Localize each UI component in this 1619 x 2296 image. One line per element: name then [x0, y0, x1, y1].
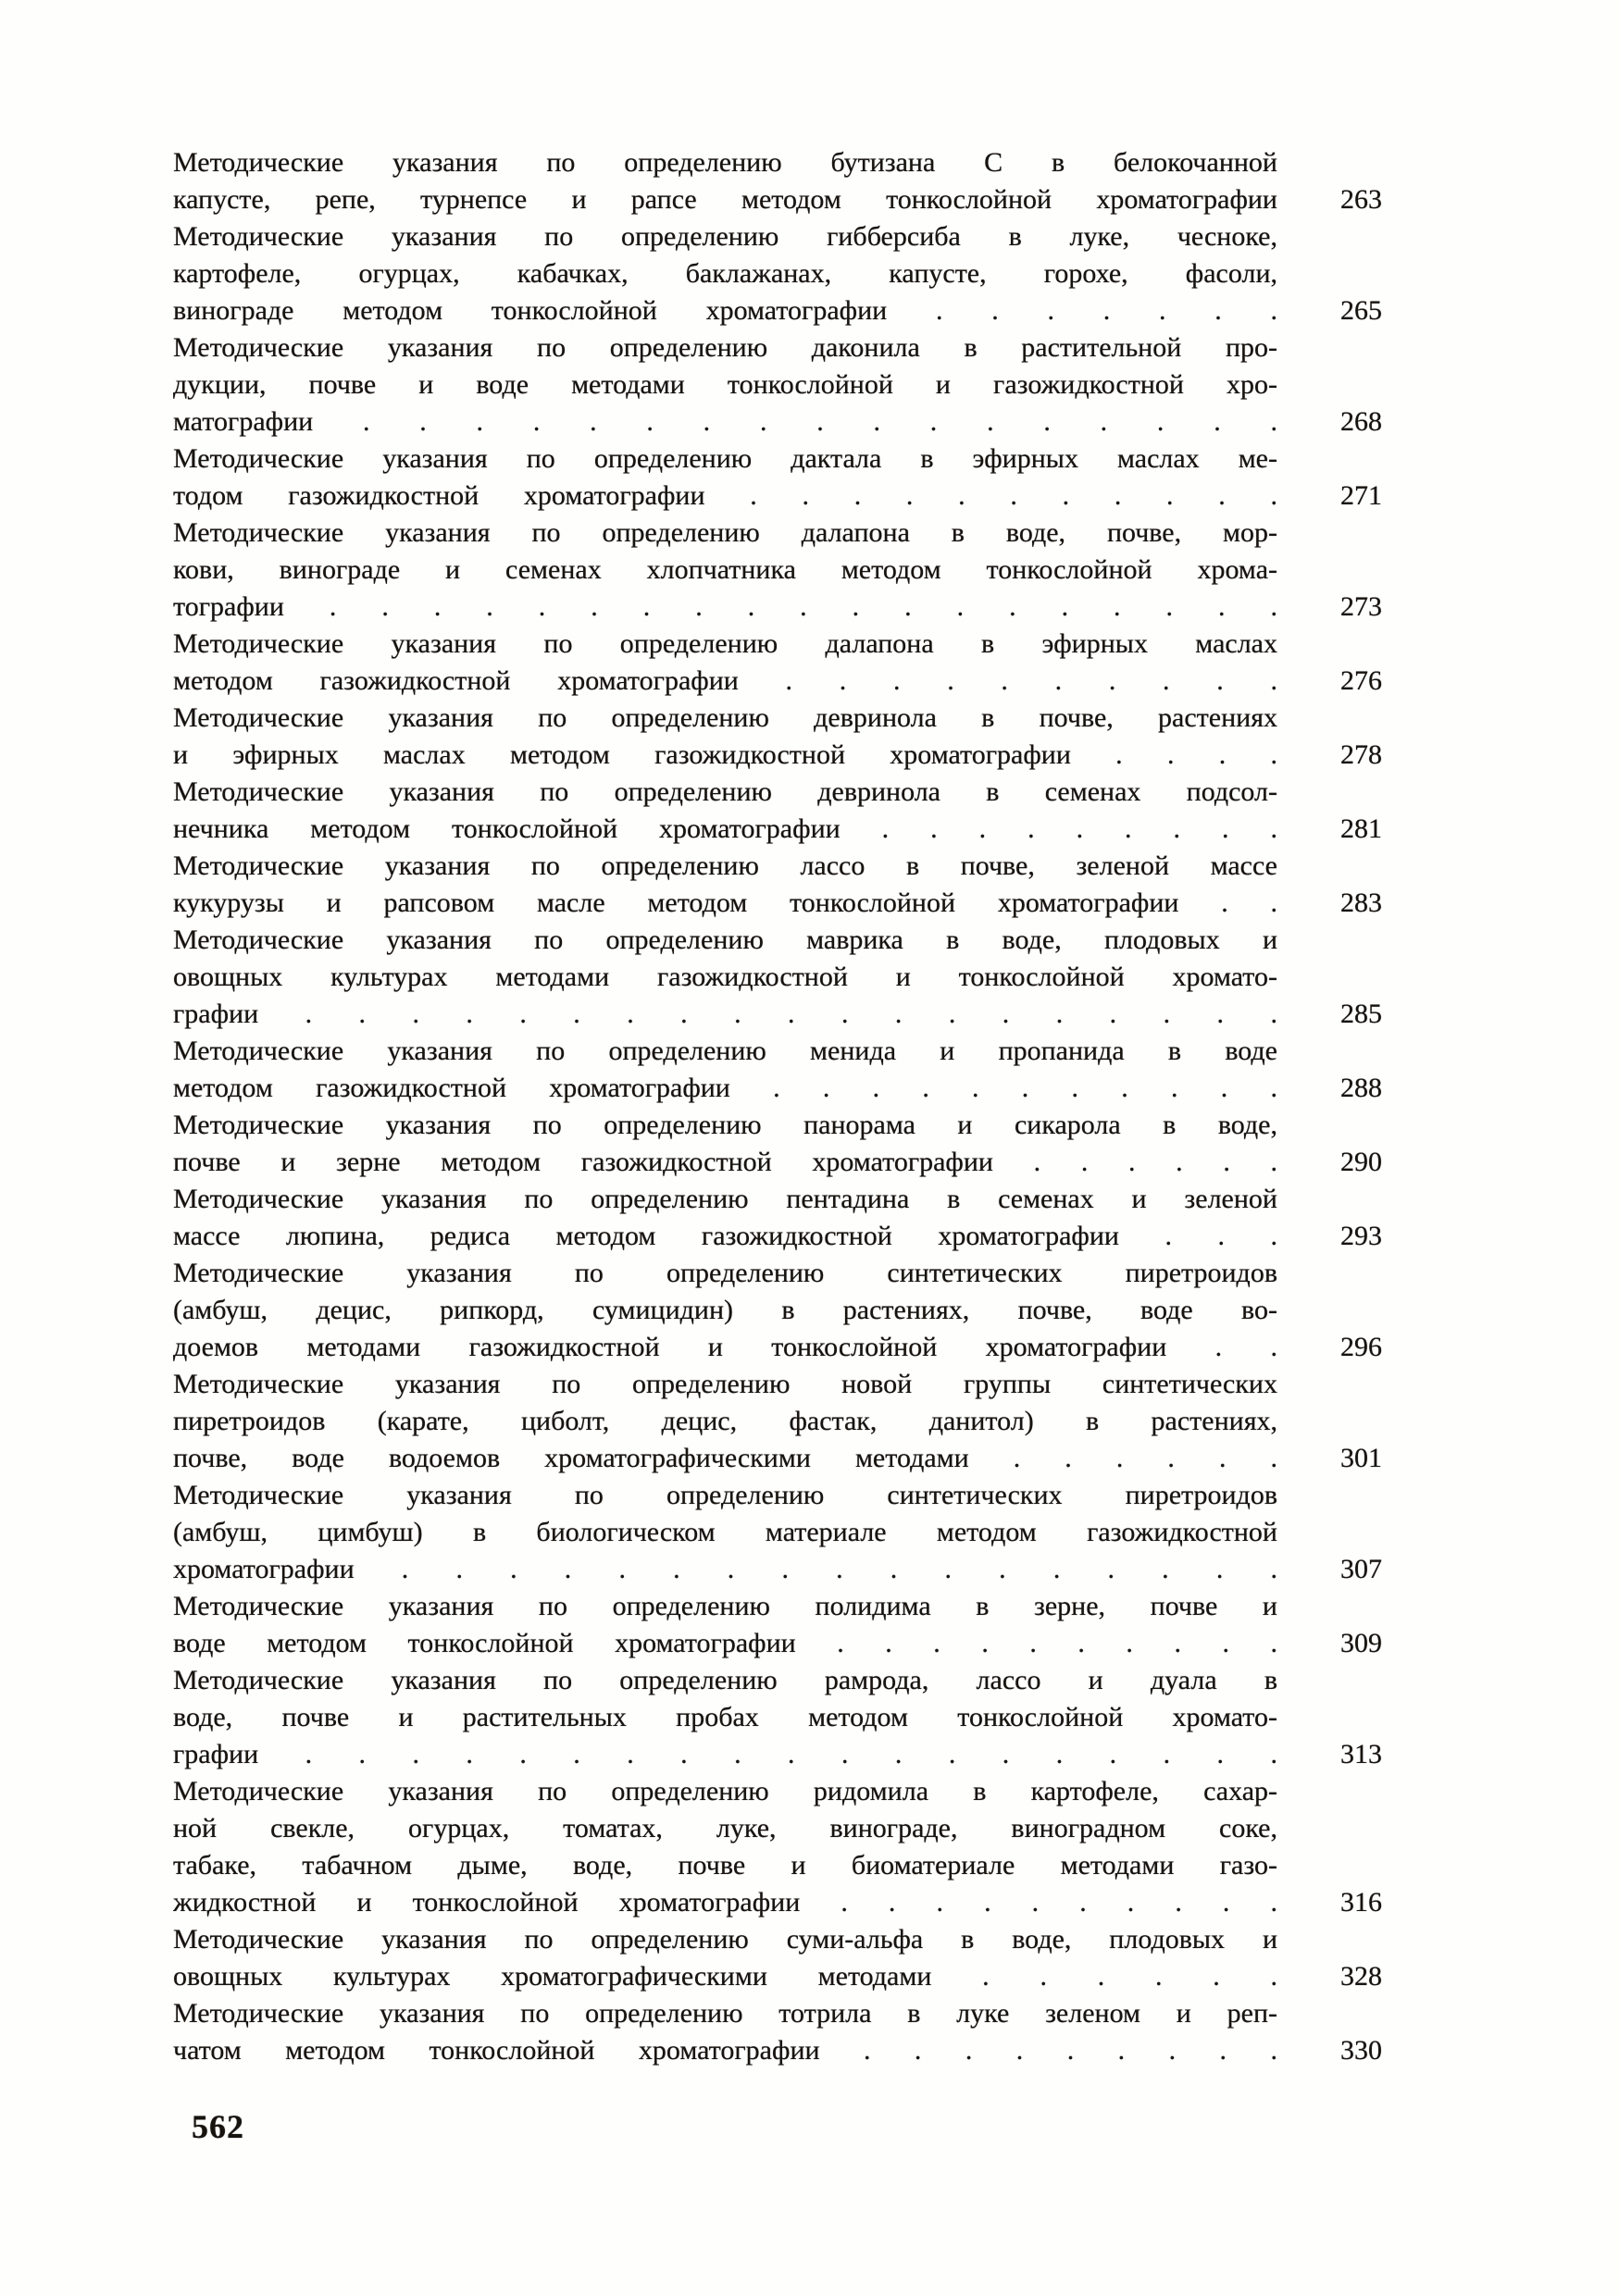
toc-line: [173, 255, 1382, 292]
toc-line: [173, 1144, 1382, 1181]
toc-line-text: нечника методом тонкослойной хроматографии . . . . . . . . .: [173, 813, 1277, 844]
toc-page-number: 296: [1340, 1332, 1382, 1362]
toc-line-text: графии . . . . . . . . . . . . . . . . . . .: [173, 1739, 1277, 1769]
toc-line-text: воде, почве и растительных пробах методом тонкослойной хромато-: [173, 1702, 1277, 1732]
toc-page-number: 330: [1340, 2035, 1382, 2066]
toc-line: [173, 292, 1382, 329]
toc-line: [173, 403, 1382, 441]
toc-line-text: почве и зерне методом газожидкостной хроматографии . . . . . .: [173, 1147, 1277, 1177]
toc-line-text: Методические указания по определению девринола в почве, растениях: [173, 702, 1277, 733]
toc-line-text: воде методом тонкослойной хроматографии . . . . . . . . . .: [173, 1628, 1277, 1658]
toc-line: [173, 1921, 1382, 1958]
toc-line-text: жидкостной и тонкослойной хроматографии . . . . . . . . . .: [173, 1887, 1277, 1917]
toc-line-text: дукции, почве и воде методами тонкослойной и газожидкостной хро-: [173, 369, 1277, 400]
toc-line-text: почве, воде водоемов хроматографическими методами . . . . . .: [173, 1443, 1277, 1473]
toc-list: [173, 144, 1382, 2069]
toc-line-text: Методические указания по определению тотрила в луке зеленом и реп-: [173, 1998, 1277, 2029]
toc-line: [173, 1070, 1382, 1107]
toc-line-text: тодом газожидкостной хроматографии . . . . . . . . . . .: [173, 480, 1277, 511]
toc-line-text: овощных культурах методами газожидкостной и тонкослойной хромато-: [173, 962, 1277, 992]
toc-line-text: Методические указания по определению далапона в воде, почве, мор-: [173, 517, 1277, 548]
toc-line: [173, 848, 1382, 885]
toc-line-text: Методические указания по определению панорама и сикарола в воде,: [173, 1110, 1277, 1140]
toc-page-number: 293: [1340, 1221, 1382, 1251]
toc-line-text: кукурузы и рапсовом масле методом тонкослойной хроматографии . .: [173, 887, 1277, 918]
toc-line: [173, 996, 1382, 1033]
toc-line-text: Методические указания по определению менида и пропанида в воде: [173, 1036, 1277, 1066]
toc-line: [173, 589, 1382, 626]
toc-line: [173, 181, 1382, 218]
toc-line-text: кови, винограде и семенах хлопчатника методом тонкослойной хрома-: [173, 554, 1277, 585]
toc-line: [173, 366, 1382, 403]
toc-line: [173, 1551, 1382, 1588]
toc-line-text: капусте, репе, турнепсе и рапсе методом тонкослойной хроматографии: [173, 184, 1277, 215]
toc-line: [173, 737, 1382, 774]
toc-line-text: Методические указания по определению рамрода, лассо и дуала в: [173, 1665, 1277, 1695]
toc-page-number: 316: [1340, 1887, 1382, 1917]
toc-line-text: (амбуш, децис, рипкорд, сумицидин) в растениях, почве, воде во-: [173, 1295, 1277, 1325]
toc-line: [173, 552, 1382, 589]
toc-line-text: Методические указания по определению гибберсиба в луке, чесноке,: [173, 221, 1277, 252]
toc-line-text: пиретроидов (карате, циболт, децис, фастак, данитол) в растениях,: [173, 1406, 1277, 1436]
toc-line: [173, 811, 1382, 848]
toc-page-number: 328: [1340, 1961, 1382, 1992]
toc-line-text: графии . . . . . . . . . . . . . . . . . . .: [173, 999, 1277, 1029]
toc-line-text: картофеле, огурцах, кабачках, баклажанах, капусте, горохе, фасоли,: [173, 258, 1277, 289]
toc-line: [173, 1736, 1382, 1773]
toc-line-text: Методические указания по определению синтетических пиретроидов: [173, 1480, 1277, 1510]
toc-line: [173, 1995, 1382, 2032]
toc-line: [173, 1810, 1382, 1847]
toc-line-text: Методические указания по определению далапона в эфирных маслах: [173, 628, 1277, 659]
toc-line-text: Методические указания по определению девринола в семенах подсол-: [173, 776, 1277, 807]
toc-line: [173, 1477, 1382, 1514]
toc-line: [173, 218, 1382, 255]
toc-line-text: Методические указания по определению бутизана С в белокочанной: [173, 147, 1277, 178]
toc-line-text: табаке, табачном дыме, воде, почве и биоматериале методами газо-: [173, 1850, 1277, 1880]
toc-line-text: чатом методом тонкослойной хроматографии . . . . . . . . .: [173, 2035, 1277, 2066]
toc-line: [173, 144, 1382, 181]
toc-line: [173, 1403, 1382, 1440]
toc-page-number: 301: [1340, 1443, 1382, 1473]
toc-line-text: (амбуш, цимбуш) в биологическом материале методом газожидкостной: [173, 1517, 1277, 1547]
toc-line: [173, 1329, 1382, 1366]
toc-line: [173, 1181, 1382, 1218]
toc-line-text: винограде методом тонкослойной хроматографии . . . . . . .: [173, 295, 1277, 326]
toc-line: [173, 663, 1382, 700]
toc-page-number: 273: [1340, 591, 1382, 622]
toc-line: [173, 774, 1382, 811]
toc-line-text: доемов методами газожидкостной и тонкослойной хроматографии . .: [173, 1332, 1277, 1362]
toc-line: [173, 1366, 1382, 1403]
toc-line-text: методом газожидкостной хроматографии . . . . . . . . . .: [173, 665, 1277, 696]
toc-line: [173, 1699, 1382, 1736]
toc-line-text: Методические указания по определению новой группы синтетических: [173, 1369, 1277, 1399]
toc-line: [173, 959, 1382, 996]
page-footer-number: 562: [192, 2108, 244, 2145]
toc-page-number: 285: [1340, 999, 1382, 1029]
toc-line-text: и эфирных маслах методом газожидкостной хроматографии . . . .: [173, 739, 1277, 770]
toc-line: [173, 1440, 1382, 1477]
toc-line: [173, 515, 1382, 552]
toc-page-number: 276: [1340, 665, 1382, 696]
toc-line: [173, 626, 1382, 663]
toc-page-number: 309: [1340, 1628, 1382, 1658]
toc-page-number: 281: [1340, 813, 1382, 844]
toc-line-text: матографии . . . . . . . . . . . . . . . . .: [173, 406, 1277, 437]
toc-line: [173, 441, 1382, 478]
toc-line-text: хроматографии . . . . . . . . . . . . . . . . .: [173, 1554, 1277, 1584]
toc-page-number: 283: [1340, 887, 1382, 918]
toc-line: [173, 1514, 1382, 1551]
toc-line-text: Методические указания по определению маврика в воде, плодовых и: [173, 925, 1277, 955]
toc-line: [173, 1625, 1382, 1662]
toc-line-text: массе люпина, редиса методом газожидкостной хроматографии . . .: [173, 1221, 1277, 1251]
toc-line: [173, 1255, 1382, 1292]
toc-line-text: ной свекле, огурцах, томатах, луке, винограде, виноградном соке,: [173, 1813, 1277, 1843]
toc-line: [173, 1884, 1382, 1921]
toc-line-text: Методические указания по определению пентадина в семенах и зеленой: [173, 1184, 1277, 1214]
toc-line-text: Методические указания по определению лассо в почве, зеленой массе: [173, 850, 1277, 881]
toc-page-number: 313: [1340, 1739, 1382, 1769]
toc-line-text: Методические указания по определению ридомила в картофеле, сахар-: [173, 1776, 1277, 1806]
toc-line: [173, 329, 1382, 366]
toc-line-text: Методические указания по определению дактала в эфирных маслах ме-: [173, 443, 1277, 474]
toc-line-text: Методические указания по определению суми-альфа в воде, плодовых и: [173, 1924, 1277, 1955]
toc-line: [173, 922, 1382, 959]
toc-line-text: тографии . . . . . . . . . . . . . . . . . . .: [173, 591, 1277, 622]
toc-line: [173, 1773, 1382, 1810]
toc-page-number: 268: [1340, 406, 1382, 437]
toc-line-text: Методические указания по определению полидима в зерне, почве и: [173, 1591, 1277, 1621]
toc-line: [173, 478, 1382, 515]
toc-line: [173, 1292, 1382, 1329]
toc-line: [173, 1218, 1382, 1255]
toc-line: [173, 1958, 1382, 1995]
toc-page-number: 265: [1340, 295, 1382, 326]
toc-page-number: 290: [1340, 1147, 1382, 1177]
toc-line: [173, 2032, 1382, 2069]
toc-line: [173, 1588, 1382, 1625]
toc-page-number: 307: [1340, 1554, 1382, 1584]
toc-line: [173, 1033, 1382, 1070]
toc-line-text: овощных культурах хроматографическими методами . . . . . .: [173, 1961, 1277, 1992]
toc-page-number: 263: [1340, 184, 1382, 215]
toc-page-number: 278: [1340, 739, 1382, 770]
toc-line-text: методом газожидкостной хроматографии . . . . . . . . . . .: [173, 1073, 1277, 1103]
toc-page-number: 288: [1340, 1073, 1382, 1103]
toc-line-text: Методические указания по определению синтетических пиретроидов: [173, 1258, 1277, 1288]
toc-line: [173, 885, 1382, 922]
toc-line: [173, 1847, 1382, 1884]
toc-line: [173, 700, 1382, 737]
toc-line-text: Методические указания по определению даконила в растительной про-: [173, 332, 1277, 363]
toc-line: [173, 1662, 1382, 1699]
toc-line: [173, 1107, 1382, 1144]
toc-page-number: 271: [1340, 480, 1382, 511]
